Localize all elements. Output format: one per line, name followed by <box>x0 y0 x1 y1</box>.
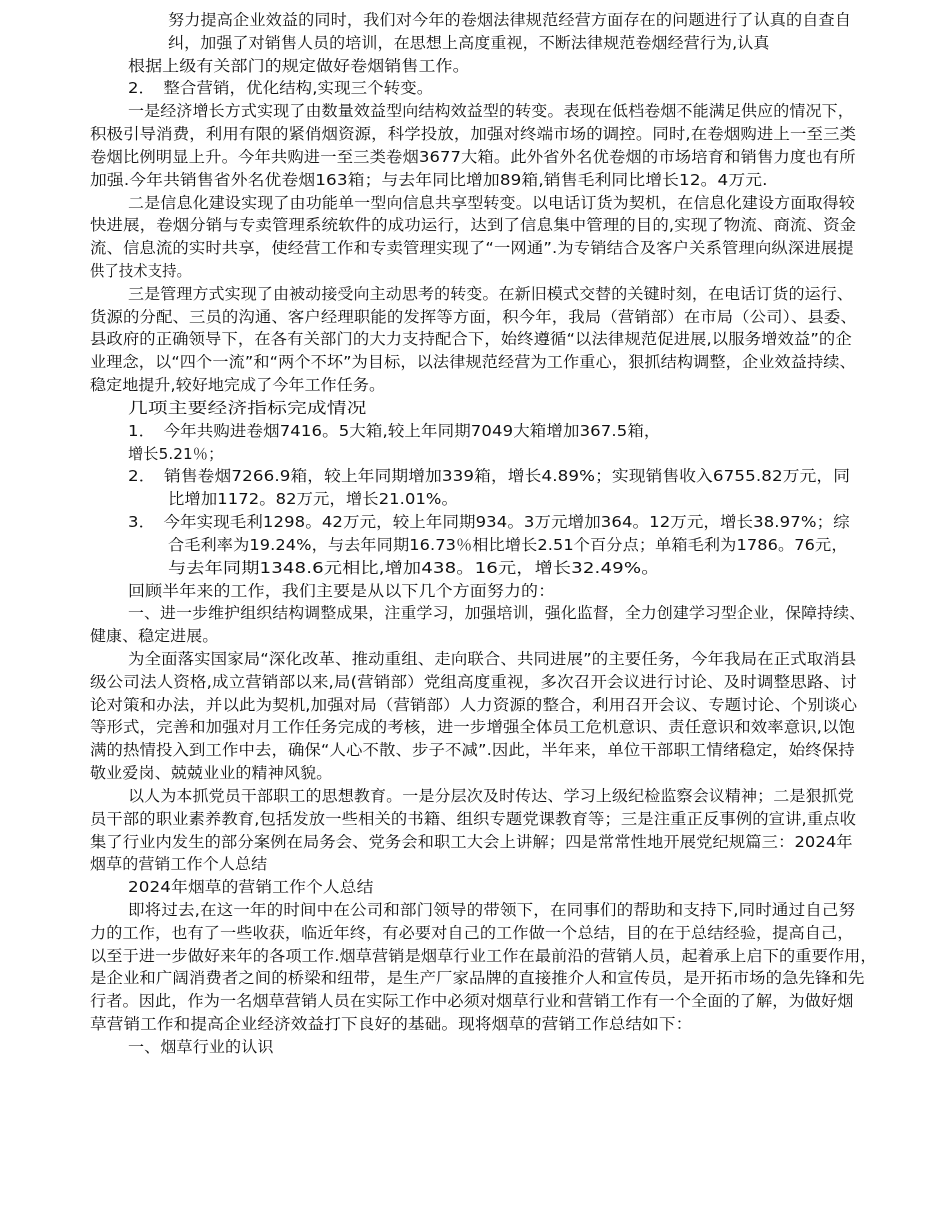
text-line: 业理念，以“四个一流”和“两个不坏”为目标，以法律规范经营为工作重心，狠抓结构调整，企业效益持续、 <box>90 353 856 372</box>
text-line: 员干部的职业素养教育,包括发放一些相关的书籍、组织专题党课教育等；三是注重正反事例的宣讲,重点收 <box>90 809 857 828</box>
text-line: 行者。因此，作为一名烟草营销人员在实际工作中必须对烟草行业和营销工作有一个全面的了解，为做好烟 <box>90 992 854 1011</box>
text-line: 为全面落实国家局“深化改革、推动重组、走向联合、共同进展”的主要任务，今年我局在正式取消县 <box>128 649 857 668</box>
text-line: 烟草的营销工作个人总结 <box>90 855 268 874</box>
text-line: 积极引导消费，利用有限的紧俏烟资源，科学投放，加强对终端市场的调控。同时,在卷烟购进上一至三类 <box>90 125 857 144</box>
text-line: 纠，加强了对销售人员的培训，在思想上高度重视，不断法律规范卷烟经营行为,认真 <box>168 33 770 52</box>
text-line: 集了行业内发生的部分案例在局务会、党务会和职工大会上讲解；四是常常性地开展党纪规篇三：2024年 <box>90 832 853 851</box>
text-line: 级公司法人资格,成立营销部以来,局(营销部）党组高度重视，多次召开会议进行讨论、及时调整思路、讨 <box>90 672 857 691</box>
text-line: 以至于进一步做好来年的各项工作.烟草营销是烟草行业工作在最前沿的营销人员，起着承上启下的重要作用， <box>90 946 877 965</box>
text-line: 货源的分配、三员的沟通、客户经理职能的发挥等方面，积今年，我局（营销部）在市局（公司）、县委、 <box>90 307 857 326</box>
text-line: 努力提高企业效益的同时，我们对今年的卷烟法律规范经营方面存在的问题进行了认真的自查自 <box>168 11 852 29</box>
text-line: 1． 今年共购进卷烟7416。5大箱,较上年同期7049大箱增加367.5箱， <box>128 421 661 440</box>
text-line: 力的工作，也有了一些收获，临近年终，有必要对自己的工作做一个总结，目的在于总结经验，提高自己， <box>90 923 854 942</box>
text-line: 几项主要经济指标完成情况 <box>128 398 367 417</box>
text-line: 等形式，完善和加强对月工作任务完成的考核，进一步增强全体员工危机意识、责任意识和效率意识,以饱 <box>90 718 856 737</box>
text-line: 供了技术支持。 <box>90 262 192 281</box>
text-line: 稳定地提升,较好地完成了今年工作任务。 <box>90 376 386 395</box>
text-line: 二是信息化建设实现了由功能单一型向信息共享型转变。以电话订货为契机，在信息化建设方面取得较 <box>128 193 855 212</box>
text-line: 一、进一步维护组织结构调整成果，注重学习，加强培训，强化监督，全力创建学习型企业，保障持续、 <box>128 604 866 623</box>
text-line: 流、信息流的实时共享，使经营工作和专卖管理实现了“一网通”.为专销结合及客户关系管理向纵深进展提 <box>90 239 854 258</box>
text-line: 一是经济增长方式实现了由数量效益型向结构效益型的转变。表现在低档卷烟不能满足供应的情况下， <box>128 102 854 121</box>
text-line: 草营销工作和提高企业经济效益打下良好的基础。现将烟草的营销工作总结如下： <box>90 1015 693 1034</box>
text-line: 即将过去,在这一年的时间中在公司和部门领导的带领下，在同事们的帮助和支持下,同时通过自己努 <box>128 900 856 919</box>
text-line: 快进展，卷烟分销与专卖管理系统软件的成功运行，达到了信息集中管理的目的,实现了物流、商流、资金 <box>90 216 857 235</box>
text-line: 满的热情投入到工作中去，确保“人心不散、步子不减”.因此，半年来，单位干部职工情绪稳定，始终保持 <box>90 741 855 760</box>
text-line: 合毛利率为19.24%，与去年同期16.73％相比增长2.51个百分点；单箱毛利为1786。76元， <box>168 535 848 554</box>
text-line: 增长5.21％； <box>128 444 224 463</box>
text-line: 三是管理方式实现了由被动接受向主动思考的转变。在新旧模式交替的关键时刻，在电话订货的运行、 <box>128 284 853 303</box>
text-line: 根据上级有关部门的规定做好卷烟销售工作。 <box>128 56 470 75</box>
text-line: 3． 今年实现毛利1298。42万元，较上年同期934。3万元增加364。12万元，增长38.97%；综 <box>128 513 850 532</box>
text-line: 以人为本抓党员干部职工的思想教育。一是分层次及时传达、学习上级纪检监察会议精神；二是狠抓党 <box>128 786 854 805</box>
text-line: 与去年同期1348.6元相比,增加438。16元，增长32.49%。 <box>168 558 660 577</box>
text-line: 加强.今年共销售省外名优卷烟163箱；与去年同比增加89箱,销售毛利同比增长12。4万元. <box>90 170 768 189</box>
text-line: 回顾半年来的工作，我们主要是从以下几个方面努力的： <box>128 581 556 600</box>
text-line: 一、烟草行业的认识 <box>128 1037 274 1056</box>
text-line: 县政府的正确领导下，在各有关部门的大力支持配合下，始终遵循“以法律规范促进展,以服务增效益”的企 <box>90 330 852 349</box>
text-line: 2024年烟草的营销工作个人总结 <box>128 878 374 897</box>
text-line: 比增加1172。82万元，增长21.01%。 <box>168 490 458 509</box>
text-line: 2． 整合营销，优化结构,实现三个转变。 <box>128 79 434 98</box>
text-line: 是企业和广阔消费者之间的桥梁和纽带，是生产厂家品牌的直接推介人和宣传员，是开拓市场的急先锋和先 <box>90 969 865 988</box>
text-line: 健康、稳定进展。 <box>90 627 219 646</box>
text-line: 2． 销售卷烟7266.9箱，较上年同期增加339箱，增长4.89%；实现销售收入6755.82万元，同 <box>128 467 851 486</box>
text-line: 敬业爱岗、兢兢业业的精神风貌。 <box>90 764 333 783</box>
text-line: 卷烟比例明显上升。今年共购进一至三类卷烟3677大箱。此外省外名优卷烟的市场培育和销售力度也有所 <box>90 147 856 166</box>
text-line: 论对策和办法，并以此为契机,加强对局（营销部）人力资源的整合，利用召开会议、专题讨论、个别谈心 <box>90 695 858 714</box>
